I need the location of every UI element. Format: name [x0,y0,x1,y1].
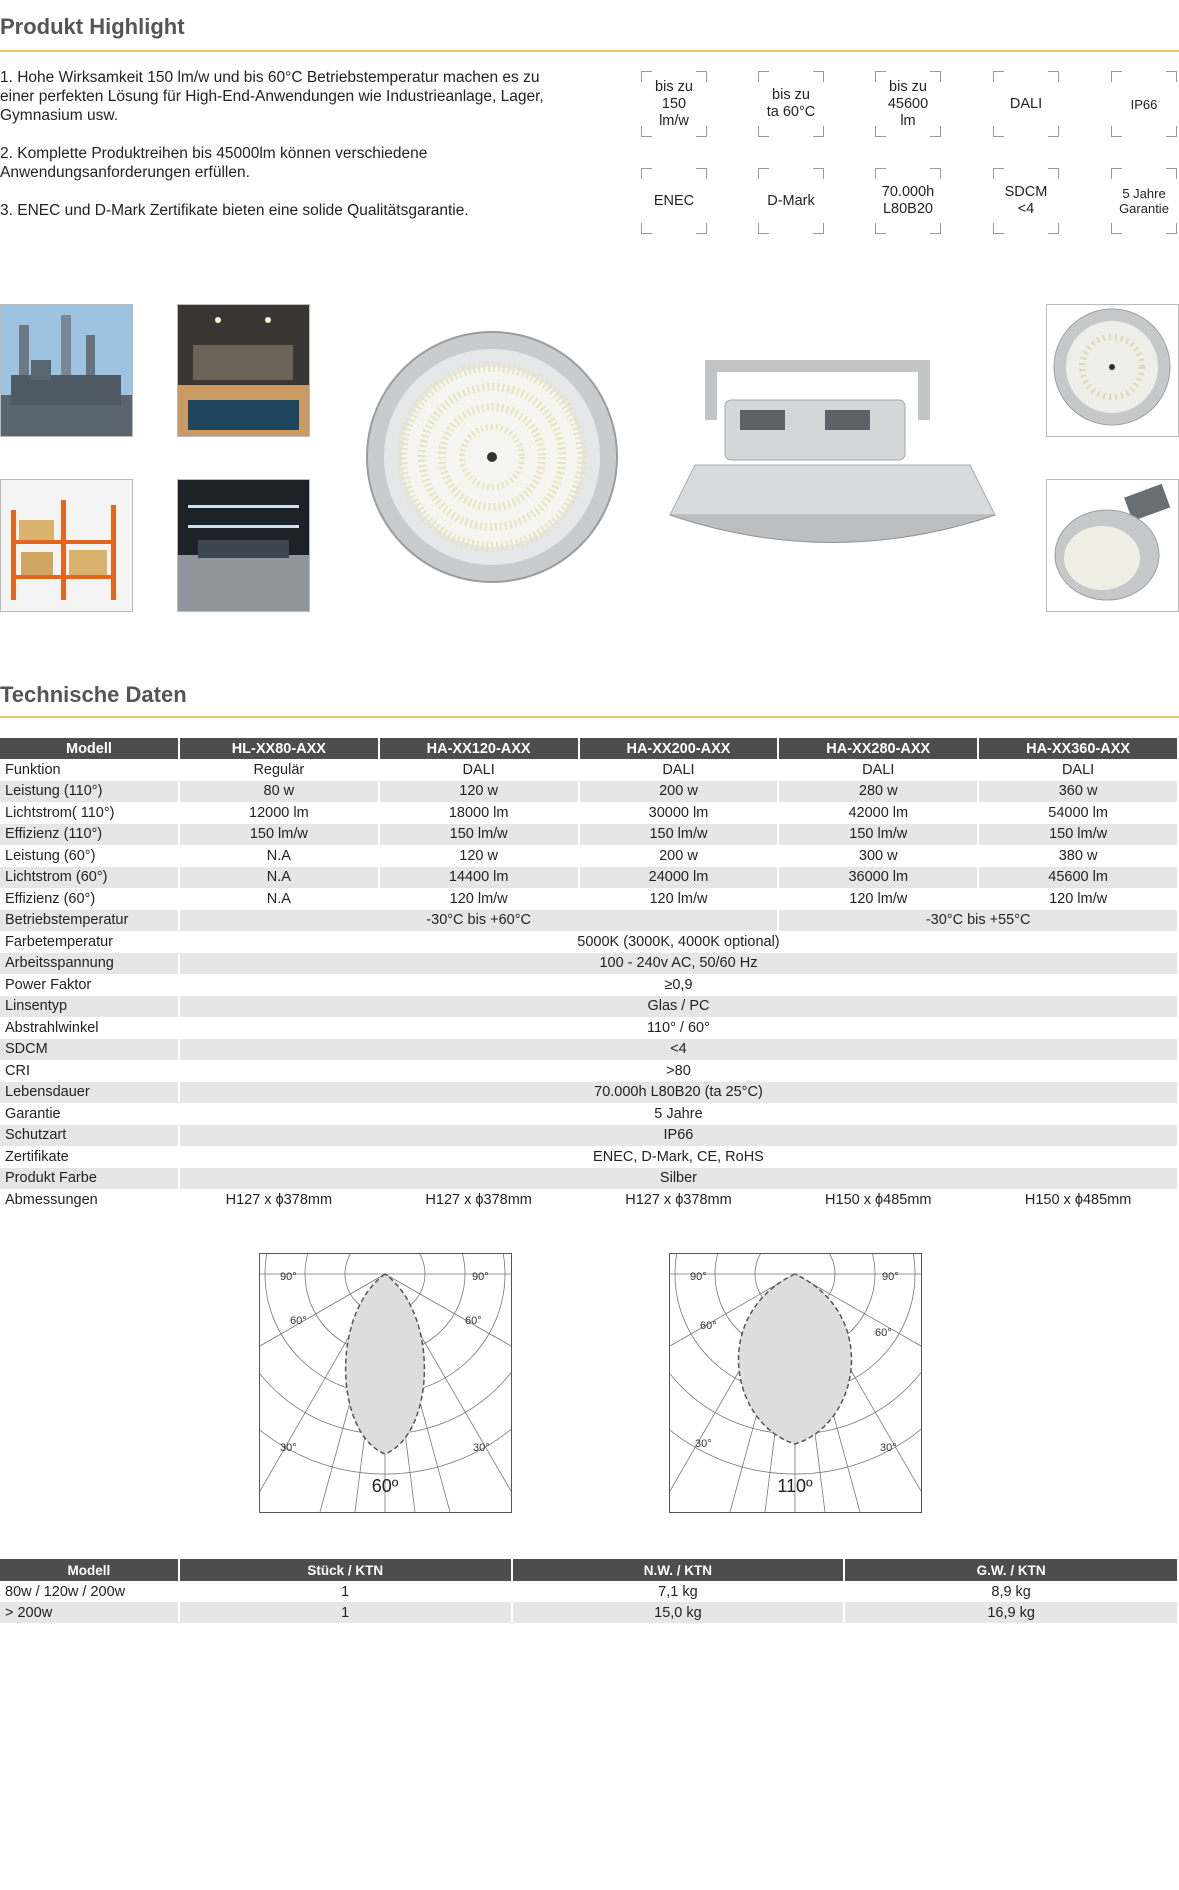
badge-lumen: bis zu 45600 lm [875,71,941,137]
table-cell: ENEC, D-Mark, CE, RoHS [179,1146,1178,1168]
table-cell: N.A [179,888,379,910]
table-cell: ≥0,9 [179,974,1178,996]
table-cell: Abmessungen [0,1189,179,1211]
table-cell: 120 w [379,781,579,803]
table-row [0,759,1178,781]
table-cell: 12000 lm [179,802,379,824]
table-cell: 380 w [978,845,1178,867]
spec-header-cell: HL-XX80-AXX [179,738,379,759]
table-cell: H127 x ϕ378mm [379,1189,579,1211]
table-cell: 5 Jahre [179,1103,1178,1125]
table-row [0,974,1178,996]
table-cell: -30°C bis +60°C [179,910,778,932]
angle-label: 60° [700,1320,717,1332]
table-cell: 30000 lm [579,802,779,824]
spec-header-cell: HA-XX280-AXX [778,738,978,759]
table-cell: 80 w [179,781,379,803]
table-cell: H127 x ϕ378mm [179,1189,379,1211]
badge-lifetime: 70.000h L80B20 [875,168,941,234]
table-cell: 5000K (3000K, 4000K optional) [179,931,1178,953]
table-cell: <4 [179,1039,1178,1061]
table-row [0,1017,1178,1039]
table-cell: Linsentyp [0,996,179,1018]
table-cell: 18000 lm [379,802,579,824]
highlight-point-3: 3. ENEC und D-Mark Zertifikate bieten eine solide Qualitätsgarantie. [0,202,469,219]
table-cell: 120 lm/w [978,888,1178,910]
table-cell: Lichtstrom (60°) [0,867,179,889]
table-cell: 42000 lm [778,802,978,824]
angle-label: 60° [875,1327,892,1339]
table-cell: Lichtstrom( 110°) [0,802,179,824]
badge-dmark: D-Mark [758,168,824,234]
polar-diagram-110 [669,1253,922,1513]
table-cell: SDCM [0,1039,179,1061]
angle-label: 30° [880,1442,897,1454]
table-cell: DALI [978,759,1178,781]
angle-label: 60° [290,1315,307,1327]
industrial-plant-photo [0,304,133,437]
table-cell: Funktion [0,759,179,781]
tech-title: Technische Daten [0,682,187,707]
table-cell: Arbeitsspannung [0,953,179,975]
table-row [0,1189,1178,1211]
angle-label: 30° [473,1442,490,1454]
table-row [0,996,1178,1018]
table-cell: 300 w [778,845,978,867]
table-cell: 1 [179,1602,512,1623]
table-cell: Zertifikate [0,1146,179,1168]
badge-efficiency: bis zu 150 lm/w [641,71,707,137]
table-cell: H127 x ϕ378mm [579,1189,779,1211]
table-row [0,1581,1178,1602]
table-cell: 150 lm/w [379,824,579,846]
table-row [0,867,1178,889]
spec-table [0,738,1179,1211]
highbay-front-photo [365,330,620,585]
table-cell: 120 lm/w [379,888,579,910]
table-cell: 150 lm/w [778,824,978,846]
table-cell: Leistung (60°) [0,845,179,867]
table-cell: N.A [179,845,379,867]
highlight-divider [0,50,1179,52]
spec-header-cell: HA-XX120-AXX [379,738,579,759]
table-cell: 1 [179,1581,512,1602]
table-cell: Betriebstemperatur [0,910,179,932]
badge-ip66: IP66 [1111,71,1177,137]
table-row [0,931,1178,953]
table-cell: 70.000h L80B20 (ta 25°C) [179,1082,1178,1104]
table-cell: DALI [778,759,978,781]
table-cell: Abstrahlwinkel [0,1017,179,1039]
table-cell: Effizienz (60°) [0,888,179,910]
table-cell: Effizienz (110°) [0,824,179,846]
table-cell: 360 w [978,781,1178,803]
feature-badges [641,71,1179,236]
badge-enec: ENEC [641,168,707,234]
badge-sdcm: SDCM <4 [993,168,1059,234]
angle-label: 90° [690,1271,707,1283]
table-cell: Regulär [179,759,379,781]
highlight-point-2: 2. Komplette Produktreihen bis 45000lm können verschiedene Anwendungsanforderungen erfüllen. [0,145,428,181]
table-cell: 150 lm/w [978,824,1178,846]
badge-dali: DALI [993,71,1059,137]
highbay-thumb-front [1046,304,1179,437]
angle-label: 90° [280,1271,297,1283]
angle-label: 30° [695,1438,712,1450]
badge-temperature: bis zu ta 60°C [758,71,824,137]
table-cell: H150 x ϕ485mm [778,1189,978,1211]
table-cell: 280 w [778,781,978,803]
packing-header-cell: Stück / KTN [179,1559,512,1581]
table-row [0,1146,1178,1168]
factory-hall-photo [177,479,310,612]
table-cell: 15,0 kg [512,1602,845,1623]
table-cell: Schutzart [0,1125,179,1147]
table-row [0,1125,1178,1147]
packing-header-cell: Modell [0,1559,179,1581]
table-cell: 200 w [579,781,779,803]
table-cell: 7,1 kg [512,1581,845,1602]
tech-divider [0,716,1179,718]
table-row [0,953,1178,975]
table-row [0,824,1178,846]
packing-table [0,1559,1179,1623]
polar-svg-110 [670,1254,921,1512]
table-cell: DALI [379,759,579,781]
table-cell: > 200w [0,1602,179,1623]
table-cell: N.A [179,867,379,889]
table-cell: -30°C bis +55°C [778,910,1178,932]
polar-svg-60 [260,1254,511,1512]
spec-header-cell: HA-XX200-AXX [579,738,779,759]
table-cell: 80w / 120w / 200w [0,1581,179,1602]
table-cell: 120 lm/w [778,888,978,910]
table-row [0,888,1178,910]
spec-header-cell: Modell [0,738,179,759]
table-row [0,910,1178,932]
table-row [0,1039,1178,1061]
table-cell: Power Faktor [0,974,179,996]
table-row [0,781,1178,803]
polar-diagram-60 [259,1253,512,1513]
angle-label: 60° [465,1315,482,1327]
table-cell: 100 - 240v AC, 50/60 Hz [179,953,1178,975]
angle-label: 30° [280,1442,297,1454]
highlight-point-1: 1. Hohe Wirksamkeit 150 lm/w und bis 60°C Betriebstemperatur machen es zu einer perfekten Lösung für High-End-Anwendungen wie Industrieanlage, Lager, Gymnasium usw. [0,69,544,124]
table-cell: Produkt Farbe [0,1168,179,1190]
table-cell: IP66 [179,1125,1178,1147]
table-row [0,1103,1178,1125]
table-cell: 16,9 kg [844,1602,1178,1623]
gymnasium-photo [177,304,310,437]
table-cell: 120 lm/w [579,888,779,910]
highbay-thumb-angle [1046,479,1179,612]
table-cell: Glas / PC [179,996,1178,1018]
badge-warranty: 5 Jahre Garantie [1111,168,1177,234]
table-cell: 200 w [579,845,779,867]
table-cell: 150 lm/w [179,824,379,846]
highlight-title: Produkt Highlight [0,14,185,39]
table-cell: DALI [579,759,779,781]
table-cell: 120 w [379,845,579,867]
highlight-points [0,68,575,239]
table-row [0,802,1178,824]
table-cell: 45600 lm [978,867,1178,889]
table-cell: Silber [179,1168,1178,1190]
table-row [0,1060,1178,1082]
table-row [0,1082,1178,1104]
spec-header-row [0,738,1178,759]
table-cell: >80 [179,1060,1178,1082]
angle-label: 90° [882,1271,899,1283]
packing-header-cell: G.W. / KTN [844,1559,1178,1581]
table-cell: Farbetemperatur [0,931,179,953]
beam-angle-label: 60º [371,1476,399,1496]
table-cell: 8,9 kg [844,1581,1178,1602]
table-cell: Garantie [0,1103,179,1125]
table-cell: Lebensdauer [0,1082,179,1104]
table-cell: H150 x ϕ485mm [978,1189,1178,1211]
table-cell: 14400 lm [379,867,579,889]
table-cell: 36000 lm [778,867,978,889]
packing-header-row [0,1559,1178,1581]
beam-angle-label: 110º [777,1476,813,1496]
table-cell: Leistung (110°) [0,781,179,803]
table-cell: 150 lm/w [579,824,779,846]
table-cell: CRI [0,1060,179,1082]
table-cell: 24000 lm [579,867,779,889]
table-row [0,845,1178,867]
table-cell: 54000 lm [978,802,1178,824]
angle-label: 90° [472,1271,489,1283]
packing-header-cell: N.W. / KTN [512,1559,845,1581]
table-row [0,1168,1178,1190]
highbay-side-photo [665,355,1000,555]
warehouse-shelves-photo [0,479,133,612]
spec-header-cell: HA-XX360-AXX [978,738,1178,759]
table-row [0,1602,1178,1623]
table-cell: 110° / 60° [179,1017,1178,1039]
